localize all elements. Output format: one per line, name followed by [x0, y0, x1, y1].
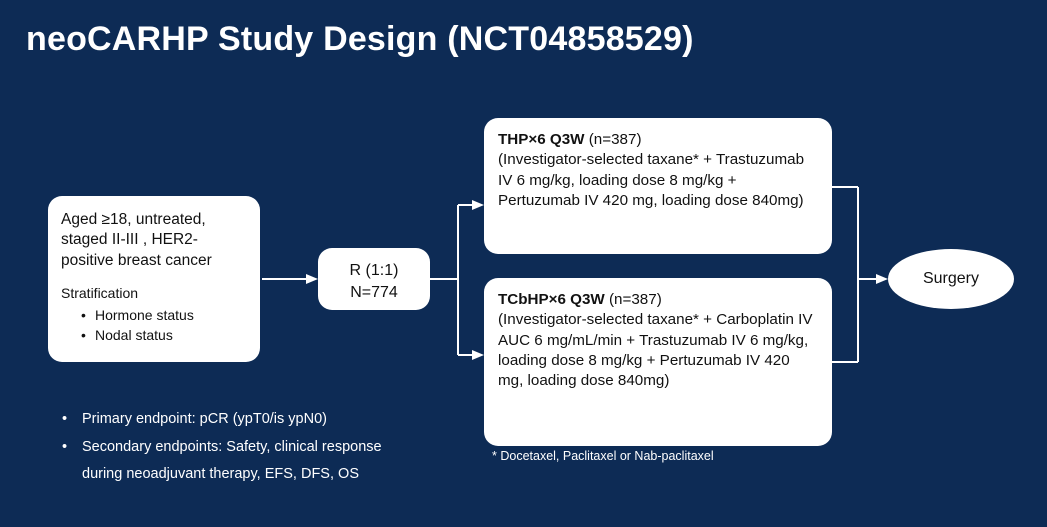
arm-b-detail: (Investigator-selected taxane* + Carboplatin IV AUC 6 mg/mL/min + Trastuzumab IV 6 mg/kg, loading dose 8 mg/kg + Pertuzumab IV 420 mg, loading dose 840mg) [498, 311, 813, 390]
arm-a-heading [498, 130, 818, 150]
surgery-label: Surgery [922, 270, 980, 287]
population-box [48, 196, 260, 362]
endpoints-list [56, 406, 456, 489]
taxane-footnote: * Docetaxel, Paclitaxel or Nab-paclitaxel [492, 449, 714, 463]
treatment-arm-a-box [484, 118, 832, 254]
population-line-2: staged II-III , HER2- [61, 231, 198, 249]
endpoint-secondary-cont: during neoadjuvant therapy, EFS, DFS, OS [82, 466, 359, 483]
list-item: • Nodal status [81, 325, 247, 345]
arm-b-title: TCbHP×6 Q3W [498, 291, 605, 308]
endpoint-secondary: • Secondary endpoints: Safety, clinical response [56, 434, 456, 462]
randomization-total: N=774 [350, 283, 398, 301]
arm-a-detail: (Investigator-selected taxane* + Trastuzumab IV 6 mg/kg, loading dose 8 mg/kg + Pertuzumab IV 420 mg, loading dose 840mg) [498, 151, 805, 210]
randomization-ratio: R (1:1) [349, 262, 399, 279]
stratification-list [61, 305, 247, 346]
randomization-box [318, 248, 430, 310]
arm-a-count: (n=387) [584, 131, 642, 148]
page-title: neoCARHP Study Design (NCT04858529) [26, 20, 694, 58]
surgery-node [888, 249, 1014, 309]
treatment-arm-b-box [484, 278, 832, 446]
arm-b-heading [498, 290, 818, 310]
stratification-heading: Stratification [61, 285, 139, 302]
population-line-1: Aged ≥18, untreated, [61, 211, 206, 228]
arm-b-count: (n=387) [604, 291, 662, 308]
population-line-3: positive breast cancer [61, 251, 212, 269]
list-item: • Hormone status [81, 305, 247, 325]
arm-a-title: THP×6 Q3W [498, 131, 585, 148]
endpoint-primary: • Primary endpoint: pCR (ypT0/is ypN0) [56, 406, 456, 434]
